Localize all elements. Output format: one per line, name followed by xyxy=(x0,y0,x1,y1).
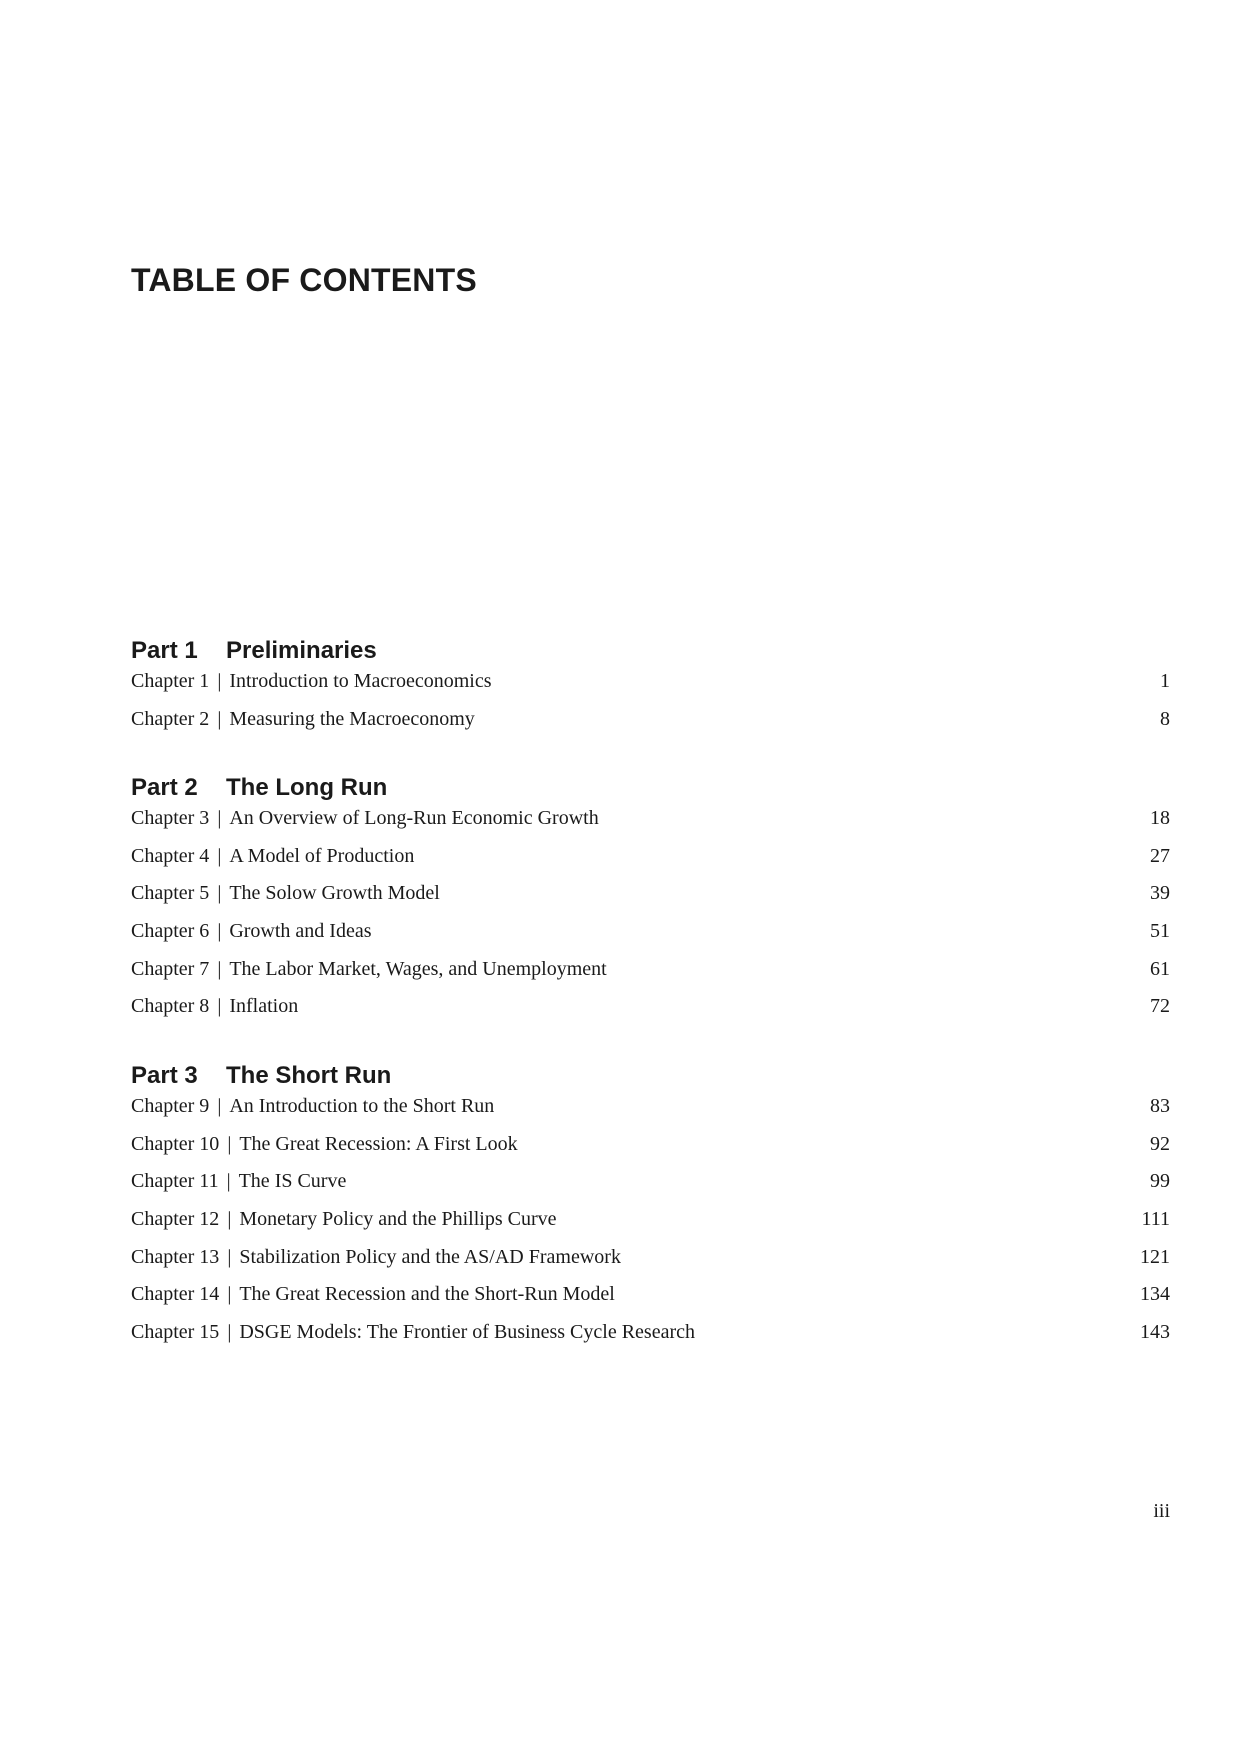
toc-part xyxy=(131,632,1170,745)
chapter-title: The Great Recession: A First Look xyxy=(239,1132,518,1155)
chapter-page: 61 xyxy=(1150,957,1170,980)
chapter-page: 39 xyxy=(1150,882,1170,905)
page-number: iii xyxy=(1153,1500,1170,1522)
chapter-page: 8 xyxy=(1160,707,1170,730)
chapter-title: Measuring the Macroeconomy xyxy=(229,707,475,730)
chapter-label: Chapter 1 xyxy=(131,670,210,692)
chapter-label: Chapter 12 xyxy=(131,1208,220,1231)
chapter-title: The Labor Market, Wages, and Unemployment xyxy=(229,957,607,980)
chapter-page: 92 xyxy=(1150,1132,1170,1155)
separator: | xyxy=(227,1283,232,1306)
chapter-label: Chapter 11 xyxy=(131,1170,219,1193)
chapter-label: Chapter 8 xyxy=(131,995,210,1018)
toc-part xyxy=(131,769,1170,1033)
part-title: Preliminaries xyxy=(226,637,377,664)
separator: | xyxy=(217,882,222,905)
toc-part xyxy=(131,1057,1170,1359)
chapter-label: Chapter 13 xyxy=(131,1245,220,1268)
toc-entry[interactable] xyxy=(131,1208,1170,1246)
toc-entry[interactable] xyxy=(131,1133,1170,1171)
chapter-title: DSGE Models: The Frontier of Business Cycle Research xyxy=(239,1321,696,1344)
chapter-label: Chapter 9 xyxy=(131,1095,210,1117)
chapter-title: The Solow Growth Model xyxy=(229,882,440,905)
toc-entry[interactable] xyxy=(131,708,1170,746)
chapter-label: Chapter 7 xyxy=(131,957,210,980)
separator: | xyxy=(217,920,222,943)
toc-entry[interactable] xyxy=(131,920,1170,958)
toc-entry[interactable] xyxy=(131,995,1170,1033)
separator: | xyxy=(217,957,222,980)
chapter-page: 1 xyxy=(1160,670,1170,692)
chapter-title: Growth and Ideas xyxy=(229,920,372,943)
chapter-label: Chapter 15 xyxy=(131,1321,220,1344)
toc-entry[interactable] xyxy=(131,1246,1170,1284)
part-heading xyxy=(131,769,1170,807)
part-number: Part 2 xyxy=(131,774,198,801)
toc-entry[interactable] xyxy=(131,882,1170,920)
part-title: The Short Run xyxy=(226,1062,392,1089)
part-title: The Long Run xyxy=(226,774,388,801)
separator: | xyxy=(217,707,222,730)
chapter-label: Chapter 3 xyxy=(131,807,210,829)
chapter-page: 121 xyxy=(1140,1245,1170,1268)
separator: | xyxy=(226,1170,231,1193)
toc-entry[interactable] xyxy=(131,845,1170,883)
chapter-page: 18 xyxy=(1150,807,1170,829)
chapter-page: 143 xyxy=(1140,1321,1170,1344)
separator: | xyxy=(227,1208,232,1231)
chapter-label: Chapter 6 xyxy=(131,920,210,943)
toc-entry[interactable] xyxy=(131,1283,1170,1321)
part-heading xyxy=(131,632,1170,670)
toc-entry[interactable] xyxy=(131,1095,1170,1133)
chapter-label: Chapter 4 xyxy=(131,844,210,867)
chapter-title: An Overview of Long-Run Economic Growth xyxy=(229,807,599,829)
chapter-title: Introduction to Macroeconomics xyxy=(229,670,492,692)
chapter-page: 51 xyxy=(1150,920,1170,943)
chapter-page: 99 xyxy=(1150,1170,1170,1193)
chapter-title: The Great Recession and the Short-Run Model xyxy=(239,1283,615,1306)
separator: | xyxy=(217,844,222,867)
chapter-label: Chapter 10 xyxy=(131,1132,220,1155)
chapter-page: 72 xyxy=(1150,995,1170,1018)
part-number: Part 3 xyxy=(131,1062,198,1089)
toc-entry[interactable] xyxy=(131,1321,1170,1359)
chapter-page: 83 xyxy=(1150,1095,1170,1117)
toc-entry[interactable] xyxy=(131,1170,1170,1208)
separator: | xyxy=(217,807,222,829)
toc-entry[interactable] xyxy=(131,807,1170,845)
separator: | xyxy=(217,995,222,1018)
toc-entry[interactable] xyxy=(131,958,1170,996)
chapter-title: Inflation xyxy=(229,995,299,1018)
separator: | xyxy=(217,1095,222,1117)
chapter-title: An Introduction to the Short Run xyxy=(229,1095,495,1117)
chapter-page: 134 xyxy=(1140,1283,1170,1306)
toc-entry[interactable] xyxy=(131,670,1170,708)
separator: | xyxy=(227,1132,232,1155)
chapter-page: 27 xyxy=(1150,844,1170,867)
page-title: TABLE OF CONTENTS xyxy=(131,262,477,298)
separator: | xyxy=(227,1321,232,1344)
chapter-title: The IS Curve xyxy=(238,1170,347,1193)
chapter-page: 111 xyxy=(1141,1208,1170,1231)
chapter-label: Chapter 14 xyxy=(131,1283,220,1306)
part-number: Part 1 xyxy=(131,637,198,664)
part-heading xyxy=(131,1057,1170,1095)
chapter-title: Monetary Policy and the Phillips Curve xyxy=(239,1208,557,1231)
chapter-label: Chapter 5 xyxy=(131,882,210,905)
separator: | xyxy=(227,1245,232,1268)
chapter-title: A Model of Production xyxy=(229,844,415,867)
chapter-title: Stabilization Policy and the AS/AD Framework xyxy=(239,1245,621,1268)
chapter-label: Chapter 2 xyxy=(131,707,210,730)
separator: | xyxy=(217,670,222,692)
